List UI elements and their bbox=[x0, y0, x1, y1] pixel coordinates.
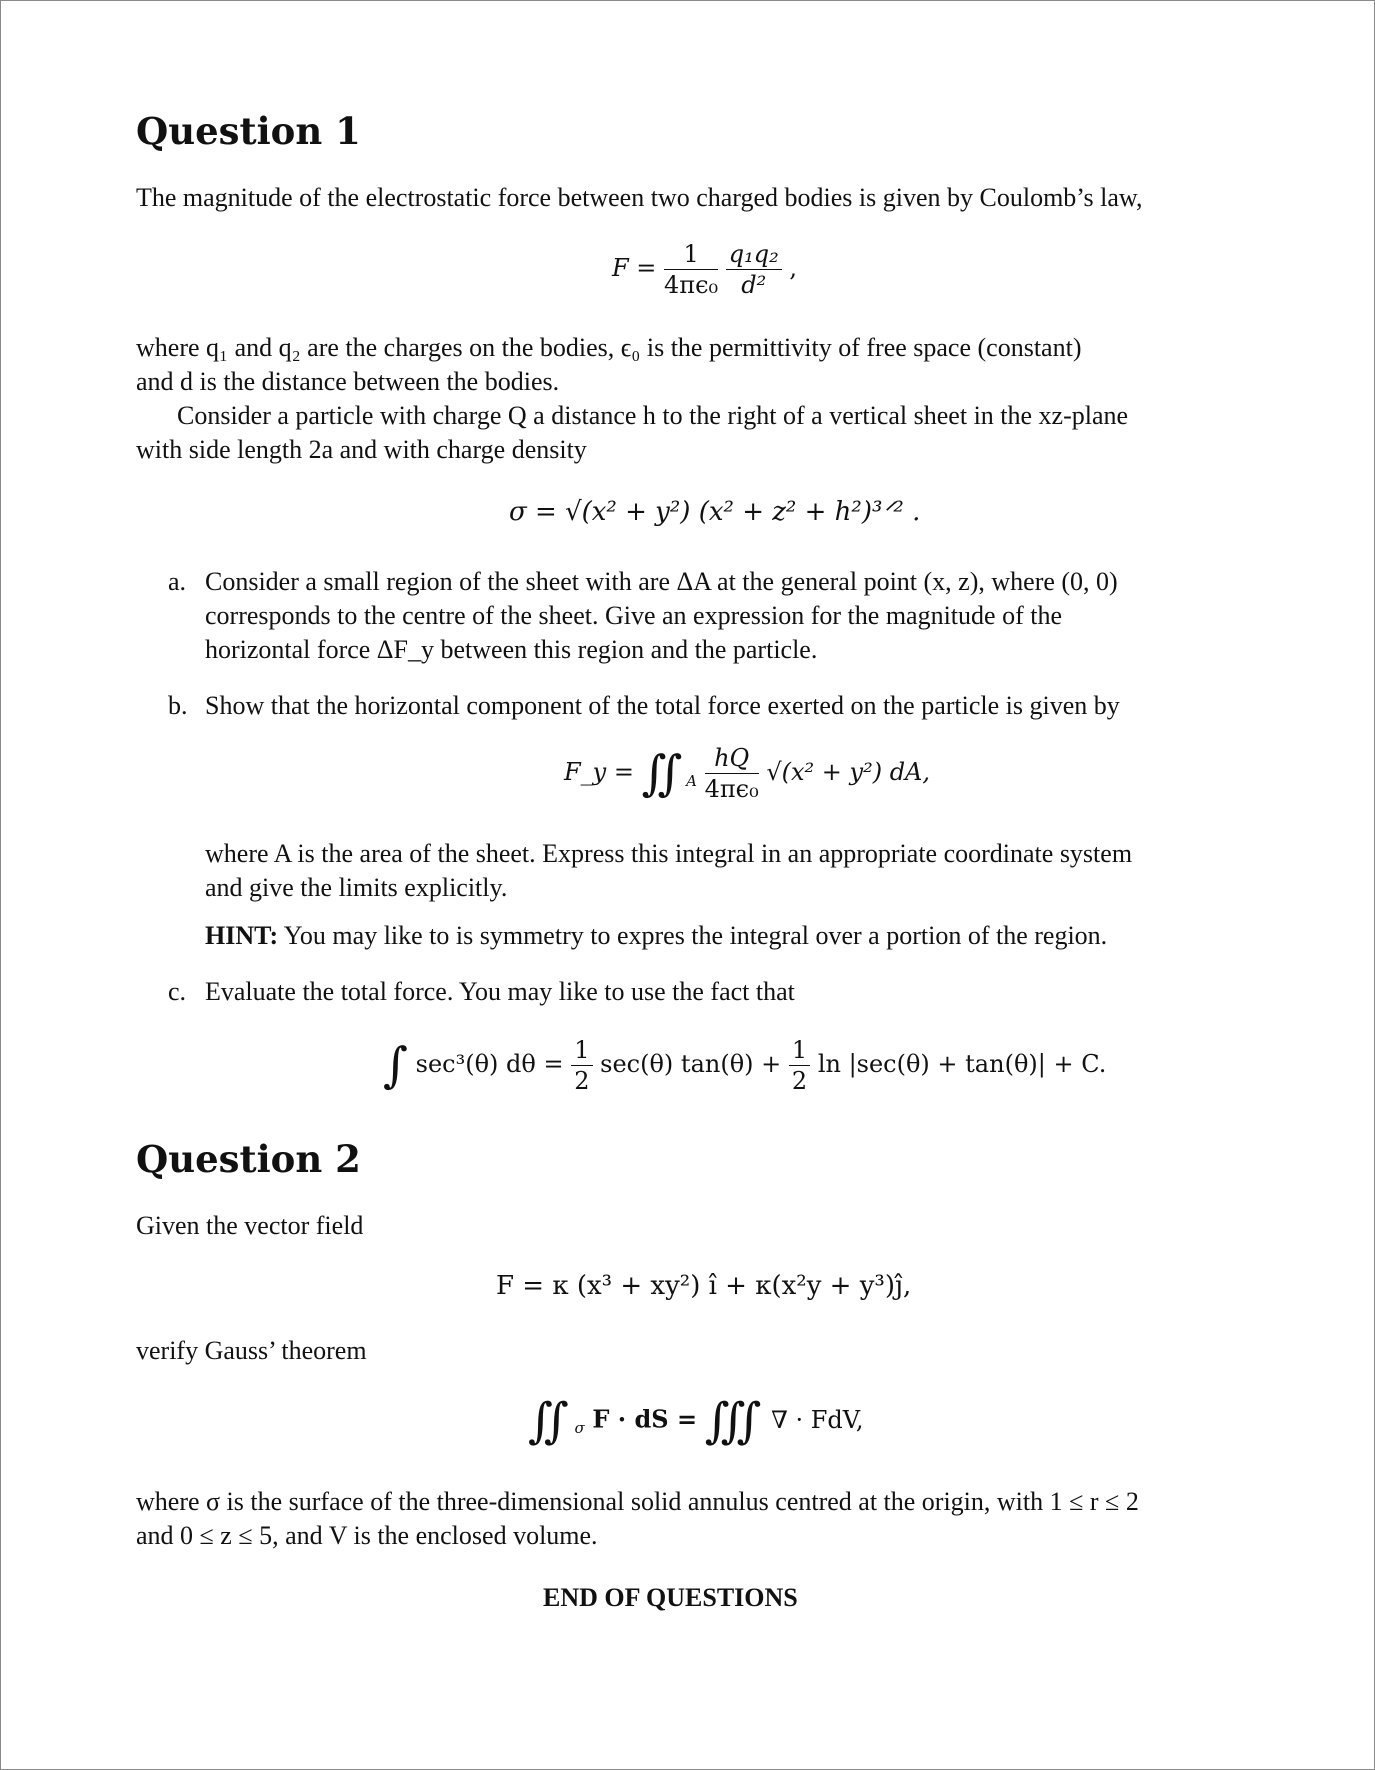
coulomb-fraction-a bbox=[664, 239, 718, 300]
part-b-where-line-2: and give the limits explicitly. bbox=[205, 873, 508, 902]
vector-field-equation: F = κ (x³ + xy²) î + κ(x²y + y³)ĵ, bbox=[496, 1271, 912, 1301]
fy-integral-equation bbox=[564, 743, 930, 804]
coulomb-den-a: 4πϵ₀ bbox=[664, 271, 719, 299]
q2-given: Given the vector field bbox=[136, 1211, 364, 1240]
part-b-where-line-1: where A is the area of the sheet. Express this integral in an appropriate coordinate system bbox=[205, 839, 1133, 868]
half-num-1: 1 bbox=[571, 1035, 592, 1066]
sec-lhs: sec³(θ) dθ = bbox=[415, 1050, 564, 1078]
hint-label: HINT: bbox=[205, 921, 279, 950]
part-b-line-1: Show that the horizontal component of the total force exerted on the particle is given by bbox=[205, 691, 1120, 720]
fy-tail: √(x² + y²) dA, bbox=[766, 758, 931, 786]
sec-mid: sec(θ) tan(θ) + bbox=[600, 1050, 782, 1078]
fy-region: A bbox=[686, 771, 697, 790]
fy-integral-sign: ∬ bbox=[641, 745, 669, 802]
gauss-surface-sub: σ bbox=[574, 1419, 585, 1438]
coulomb-den-b: d² bbox=[741, 271, 767, 299]
part-b-hint bbox=[205, 919, 1107, 953]
coulomb-equation bbox=[612, 239, 797, 300]
q1-consider-line-2: with side length 2a and with charge density bbox=[136, 435, 587, 464]
fy-lhs: F_y = bbox=[564, 758, 634, 786]
hint-text: You may like to is symmetry to expres the integral over a portion of the region. bbox=[283, 921, 1108, 950]
part-c-label: c. bbox=[168, 977, 187, 1006]
q2-where-line-2: and 0 ≤ z ≤ 5, and V is the enclosed volume. bbox=[136, 1521, 598, 1550]
coulomb-fraction-b bbox=[726, 239, 782, 300]
fy-den: 4πϵ₀ bbox=[704, 775, 759, 803]
q1-where-line-2: and d is the distance between the bodies. bbox=[136, 367, 560, 396]
q2-verify: verify Gauss’ theorem bbox=[136, 1336, 367, 1365]
part-c-line-1: Evaluate the total force. You may like to use the fact that bbox=[205, 977, 795, 1006]
sigma-equation: σ = √(x² + y²) (x² + z² + h²)³ᐟ² . bbox=[509, 497, 921, 527]
fy-fraction bbox=[705, 743, 759, 804]
half-den-2: 2 bbox=[791, 1067, 808, 1095]
sec-integral-sign: ∫ bbox=[383, 1037, 409, 1094]
half-fraction-1 bbox=[571, 1035, 592, 1096]
q2-where-line-1: where σ is the surface of the three-dimensional solid annulus centred at the origin, with 1 ≤ r ≤ 2 bbox=[136, 1487, 1139, 1516]
half-den-1: 2 bbox=[574, 1067, 590, 1095]
sec-cubed-equation bbox=[383, 1035, 1106, 1096]
q1-consider-line-1: Consider a particle with charge Q a distance h to the right of a vertical sheet in the xz-plane bbox=[177, 401, 1129, 430]
half-fraction-2 bbox=[789, 1035, 810, 1096]
fy-num: hQ bbox=[705, 743, 759, 774]
half-num-2: 1 bbox=[789, 1035, 810, 1066]
gauss-rhs: ∇ · FdV, bbox=[771, 1405, 864, 1434]
question-1-heading: Question 1 bbox=[136, 109, 361, 153]
part-a-label: a. bbox=[168, 567, 187, 596]
part-a-line-3: horizontal force ΔF_y between this region and the particle. bbox=[205, 635, 818, 664]
coulomb-tail: , bbox=[789, 254, 798, 282]
gauss-lhs: F · dS = bbox=[592, 1404, 698, 1434]
coulomb-num-b: q₁q₂ bbox=[726, 239, 782, 270]
part-a-line-1: Consider a small region of the sheet with are ΔA at the general point (x, z), where (0, 0) bbox=[205, 567, 1118, 596]
end-of-questions: END OF QUESTIONS bbox=[543, 1583, 798, 1612]
part-a-line-2: corresponds to the centre of the sheet. Give an expression for the magnitude of the bbox=[205, 601, 1062, 630]
coulomb-num-a: 1 bbox=[664, 239, 718, 270]
gauss-equation bbox=[528, 1393, 864, 1449]
part-b-label: b. bbox=[168, 691, 188, 720]
coulomb-lhs: F = bbox=[612, 254, 657, 282]
q1-where-line-1: where q₁ and q₂ are the charges on the bodies, ϵ₀ is the permittivity of free space (constant) bbox=[136, 333, 1082, 362]
gauss-volume-integral-sign: ∭ bbox=[704, 1393, 748, 1449]
q1-intro: The magnitude of the electrostatic force between two charged bodies is given by Coulomb’s law, bbox=[136, 183, 1143, 212]
sec-tail: ln |sec(θ) + tan(θ)| + C. bbox=[817, 1050, 1107, 1078]
gauss-surface-integral-sign: ∬ bbox=[528, 1393, 555, 1449]
question-2-heading: Question 2 bbox=[136, 1137, 361, 1181]
